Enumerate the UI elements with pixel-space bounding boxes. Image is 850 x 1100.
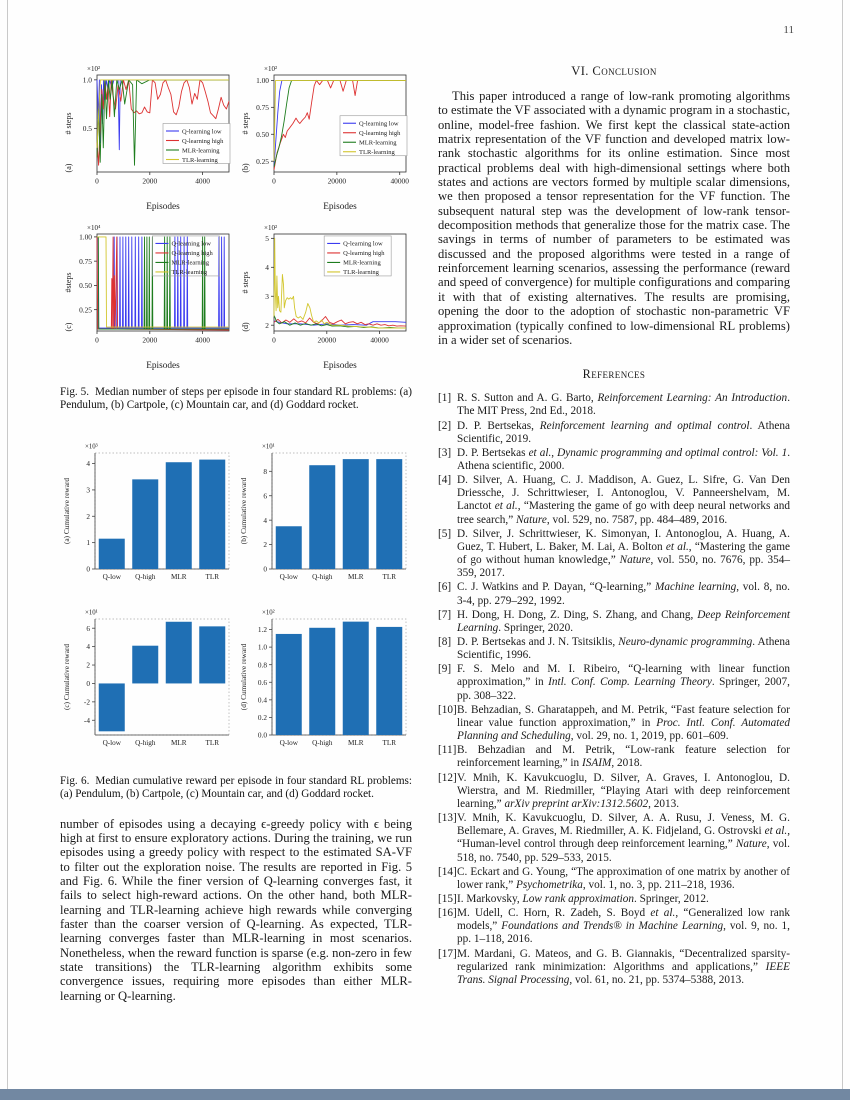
svg-text:2000: 2000 [142,176,158,186]
reference-item: [6] C. J. Watkins and P. Dayan, “Q-learning,” Machine learning, vol. 8, no. 3-4, pp. 279–292, 1992. [438,581,790,607]
chart-fig5c [60,221,235,371]
figure5-caption [60,386,412,413]
svg-text:TLR: TLR [205,738,220,747]
svg-text:40000: 40000 [390,176,409,186]
svg-text:0: 0 [86,564,90,574]
svg-text:0: 0 [263,564,267,574]
svg-text:Q-learning low: Q-learning low [359,120,399,128]
svg-text:1.0: 1.0 [82,75,92,85]
svg-text:TLR-learning: TLR-learning [182,156,218,164]
bar-chart-cartpole [237,437,412,599]
svg-text:TLR: TLR [205,572,220,581]
svg-text:TLR-learning: TLR-learning [343,269,379,277]
svg-text:0.5: 0.5 [82,123,92,133]
reference-item: [1] R. S. Sutton and A. G. Barto, Reinforcement Learning: An Introduction. The MIT Press, 2nd Ed., 2018. [438,392,790,418]
svg-text:8: 8 [263,466,267,476]
figure6-caption-label: Fig. 6. [60,774,90,787]
svg-text:MLR: MLR [347,572,364,581]
svg-text:0: 0 [95,335,99,345]
reference-item: [14]C. Eckart and G. Young, “The approximation of one matrix by another of lower rank,” Psychometrika, vol. 1, no. 3, pp. 211–218, 1936. [438,865,790,891]
svg-text:TLR: TLR [382,572,397,581]
page-number: 11 [783,24,794,36]
svg-text:4000: 4000 [195,335,210,345]
svg-text:×10²: ×10² [264,224,278,232]
svg-text:# steps: # steps [64,112,73,135]
reference-item: [16]M. Udell, C. Horn, R. Zadeh, S. Boyd et al., “Generalized low rank models,” Foundations and Trends® in Machine Learning, vol. 9, no. 1, pp. 1–118, 2016. [438,907,791,946]
line-chart-goddard-rocket [237,221,412,376]
svg-text:(a): (a) [64,163,73,173]
svg-text:Q-low: Q-low [102,572,121,581]
svg-text:1: 1 [86,538,90,548]
reference-item: [17]M. Mardani, G. Mateos, and G. B. Giannakis, “Decentralized sparsity-regularized rank minimization: Algorithms and applications,” IEEE Trans. Signal Processing, vol. 61, no. 21, pp. 5374–5388, 2013. [438,947,790,986]
svg-text:Q-high: Q-high [312,738,333,747]
svg-text:Episodes: Episodes [323,361,357,371]
svg-text:MLR: MLR [347,738,364,747]
chart-fig5a [60,62,235,212]
svg-text:0.6: 0.6 [257,677,267,687]
svg-text:Q-learning low: Q-learning low [182,128,222,136]
svg-text:TLR-learning: TLR-learning [359,149,395,157]
svg-text:×10⁴: ×10⁴ [87,224,101,232]
svg-text:Q-high: Q-high [135,738,156,747]
bar-chart-goddard-rocket [237,603,412,765]
svg-text:0.25: 0.25 [256,156,269,166]
svg-text:(a) Cumulative reward: (a) Cumulative reward [62,477,71,544]
svg-text:2: 2 [263,539,267,549]
svg-text:MLR: MLR [170,572,187,581]
svg-text:MLR-learning: MLR-learning [182,147,220,155]
svg-text:Q-low: Q-low [279,738,298,747]
reference-item: [8] D. P. Bertsekas and J. N. Tsitsiklis, Neuro-dynamic programming. Athena Scientific, 1996. [438,636,791,662]
svg-text:Q-low: Q-low [279,572,298,581]
svg-text:0.0: 0.0 [257,730,267,740]
svg-text:TLR-learning: TLR-learning [171,269,208,277]
figure6-charts [60,437,412,765]
svg-text:(b): (b) [241,163,250,173]
svg-text:2000: 2000 [142,335,158,345]
svg-text:0: 0 [272,335,276,345]
svg-text:20000: 20000 [317,335,337,345]
svg-text:0.4: 0.4 [257,695,267,705]
reference-item: [5] D. Silver, J. Schrittwieser, K. Simonyan, I. Antonoglou, A. Huang, A. Guez, T. Hubert, L. Baker, M. Lai, A. Bolton et al., “Mastering the game of go without human knowledge,” Nature, vol. 550, no. 7676, pp. 354–359, 2017. [438,527,790,580]
svg-text:×10²: ×10² [264,65,278,73]
svg-text:# steps: # steps [241,271,250,294]
svg-text:20000: 20000 [327,176,347,186]
svg-text:×10³: ×10³ [85,443,98,451]
left-body-paragraph: number of episodes using a decaying ϵ-greedy policy with ϵ being high at first to ensure exploratory actions. During the training, we run episodes using a greedy policy with respect to the estimated SA-VF to filter out the exploration noise. The results are reported in Fig. 5 and Fig. 6. While the finer version of Q-learning converges fast, it fails to select high-reward actions. On the other hand, both MLR-learning and TLR-learning achieve high rewards while converging faster than the coarser version of Q-learning. As expected, TLR-learning converges faster than MLR-learning in most scenarios. Nonetheless, when the reward function is sparse (e.g. non-zero in few state transitions) the TLR-learning algorithm exhibits some convergence issues, requiring more episodes than either MLR-learning or Q-learning. [60,816,412,1003]
svg-text:40000: 40000 [370,335,389,345]
svg-text:6: 6 [86,623,90,633]
svg-text:0.50: 0.50 [79,281,92,291]
svg-text:(c) Cumulative reward: (c) Cumulative reward [62,643,71,710]
reference-item: [15]I. Markovsky, Low rank approximation. Springer, 2012. [438,892,709,905]
svg-text:2: 2 [86,660,90,670]
chart-fig6a [60,437,235,594]
figure6-caption [60,775,412,802]
svg-text:Q-learning low: Q-learning low [171,240,211,248]
svg-text:(d) Cumulative reward: (d) Cumulative reward [239,643,248,711]
figure5-caption-text: Median number of steps per episode in four standard RL problems: (a) Pendulum, (b) Cartpole, (c) Mountain car, and (d) Goddard rocket. [60,386,412,412]
svg-text:Q-learning high: Q-learning high [359,130,401,138]
svg-text:5: 5 [265,233,269,243]
bar-chart-mountain-car [60,603,235,765]
svg-text:1.00: 1.00 [256,75,269,85]
svg-text:0: 0 [95,176,99,186]
line-chart-mountain-car [60,221,235,376]
svg-text:6: 6 [263,491,267,501]
svg-text:0.8: 0.8 [257,660,267,670]
svg-text:(d): (d) [241,322,250,332]
svg-text:4000: 4000 [195,176,210,186]
svg-text:1.0: 1.0 [257,642,267,652]
svg-text:4: 4 [86,458,90,468]
svg-text:MLR-learning: MLR-learning [359,139,397,147]
svg-text:Q-learning high: Q-learning high [182,137,224,145]
chart-fig5b [237,62,412,212]
svg-text:3: 3 [86,485,90,495]
svg-text:×10²: ×10² [87,65,101,73]
svg-text:1.00: 1.00 [79,232,92,242]
chart-fig6b [237,437,412,594]
viewer-bottom-bar [0,1089,850,1100]
svg-text:MLR-learning: MLR-learning [171,259,209,267]
page-right-edge [842,0,843,1100]
reference-item: [2] D. P. Bertsekas, Reinforcement learning and optimal control. Athena Scientific, 2019. [438,419,791,445]
left-column [60,62,412,1003]
svg-text:0: 0 [272,176,276,186]
svg-text:3: 3 [265,291,269,301]
reference-item: [9] F. S. Melo and M. I. Ribeiro, “Q-learning with linear function approximation,” in Intl. Conf. Comp. Learning Theory. Springer, 2007, pp. 308–322. [438,663,790,702]
reference-item: [10]B. Behzadian, S. Gharatappeh, and M. Petrik, “Fast feature selection for linear value function approximation,” in Proc. Intl. Conf. Automated Planning and Scheduling, vol. 29, no. 1, 2019, pp. 601–609. [438,703,790,743]
svg-text:4: 4 [265,262,269,272]
svg-text:Q-low: Q-low [102,738,121,747]
line-chart-pendulum [60,62,235,217]
svg-text:2: 2 [265,320,269,330]
svg-text:0: 0 [86,678,90,688]
conclusion-heading: VI. Conclusion [571,64,657,78]
svg-text:2: 2 [86,511,90,521]
figure5-charts [60,62,412,376]
svg-text:Q-high: Q-high [135,572,156,581]
svg-text:×10¹: ×10¹ [85,609,98,617]
svg-text:Q-learning low: Q-learning low [343,240,383,248]
reference-item: [3] D. P. Bertsekas et al., Dynamic programming and optimal control: Vol. 1. Athena scientific, 2000. [438,446,791,472]
svg-text:×10¹: ×10¹ [262,443,275,451]
figure5-caption-label: Fig. 5. [60,386,90,398]
reference-item: [11]B. Behzadian and M. Petrik, “Low-rank feature selection for reinforcement learning,” in ISAIM, 2018. [438,744,790,770]
references-list [438,392,790,987]
svg-text:Q-learning high: Q-learning high [171,250,213,258]
svg-text:# steps: # steps [241,112,250,135]
svg-text:1.2: 1.2 [257,624,267,634]
svg-text:-4: -4 [83,715,90,725]
svg-text:0.25: 0.25 [79,305,92,315]
bar-chart-pendulum [60,437,235,599]
page-left-edge [7,0,8,1100]
svg-text:TLR: TLR [382,738,397,747]
svg-text:MLR: MLR [170,738,187,747]
svg-text:(c): (c) [64,322,73,332]
chart-fig5d [237,221,412,371]
svg-text:×10²: ×10² [262,609,275,617]
chart-fig6d [237,603,412,760]
svg-text:Episodes: Episodes [323,202,357,212]
svg-text:4: 4 [86,642,90,652]
conclusion-paragraph: This paper introduced a range of low-rank promoting algorithms to estimate the VF associated with a dynamic program in a stochastic, online, model-free fashion. We first kept the classical state-action matrix representation of the VF function and developed matrix low-rank stochastic algorithms for its online estimation. Since most practical problems deal with high-dimensional settings where both states and actions are vectors formed by multiple scalar dimensions, we then proposed a tensor representation for the VF function. The subsequent natural step was the development of low-rank tensor-decomposition methods that generalize those for the matrix case. The savings in terms of number of parameters to be estimated was discussed and the proposed algorithms were tested in a range of reinforcement learning scenarios, assessing the performance (reward and speed of convergence) for multiple configurations and comparing it with that of existing alternatives. The results are promising, opening the door to the adoption of stochastic non-parametric VF approximation (typically confined to low-dimensional RL problems) in a wider set of scenarios. [438,89,790,347]
svg-text:0.50: 0.50 [256,129,269,139]
svg-text:MLR-learning: MLR-learning [343,259,381,267]
references-heading: References [582,367,646,382]
svg-text:Episodes: Episodes [146,202,180,212]
svg-text:0.75: 0.75 [256,102,269,112]
line-chart-cartpole [237,62,412,217]
reference-item: [13]V. Mnih, K. Kavukcuoglu, D. Silver, A. A. Rusu, J. Veness, M. G. Bellemare, A. Graves, M. Riedmiller, A. K. Fidjeland, G. Ostrovski et al., “Human-level control through deep reinforcement learning,” Nature, vol. 518, no. 7540, pp. 529–533, 2015. [438,812,790,864]
reference-item: [7] H. Dong, H. Dong, Z. Ding, S. Zhang, and Chang, Deep Reinforcement Learning. Springer, 2020. [438,608,791,634]
svg-text:Episodes: Episodes [146,361,180,371]
svg-text:-2: -2 [83,697,90,707]
svg-text:0.2: 0.2 [257,712,267,722]
svg-text:0.75: 0.75 [79,256,92,266]
reference-item: [4] D. Silver, A. Huang, C. J. Maddison, A. Guez, L. Sifre, G. Van Den Driessche, J. Schrittwieser, I. Antonoglou, V. Panneershelvam, M. Lanctot et al., “Mastering the game of go with deep neural networks and tree search,” Nature, vol. 529, no. 7587, pp. 484–489, 2016. [438,474,790,526]
chart-fig6c [60,603,235,760]
right-column [438,62,790,988]
svg-text:Q-high: Q-high [312,572,333,581]
svg-text:Q-learning high: Q-learning high [343,250,385,258]
svg-text:#steps: #steps [64,272,73,293]
svg-text:(b) Cumulative reward: (b) Cumulative reward [239,477,248,545]
reference-item: [12]V. Mnih, K. Kavukcuoglu, D. Silver, A. Graves, I. Antonoglou, D. Wierstra, and M. Riedmiller, “Playing Atari with deep reinforcement learning,” arXiv preprint arXiv:1312.5602, 2013. [438,771,790,810]
figure6-caption-text: Median cumulative reward per episode in four standard RL problems: (a) Pendulum, (b) Cartpole, (c) Mountain car, and (d) Goddard rocket. [60,774,412,801]
svg-text:4: 4 [263,515,267,525]
